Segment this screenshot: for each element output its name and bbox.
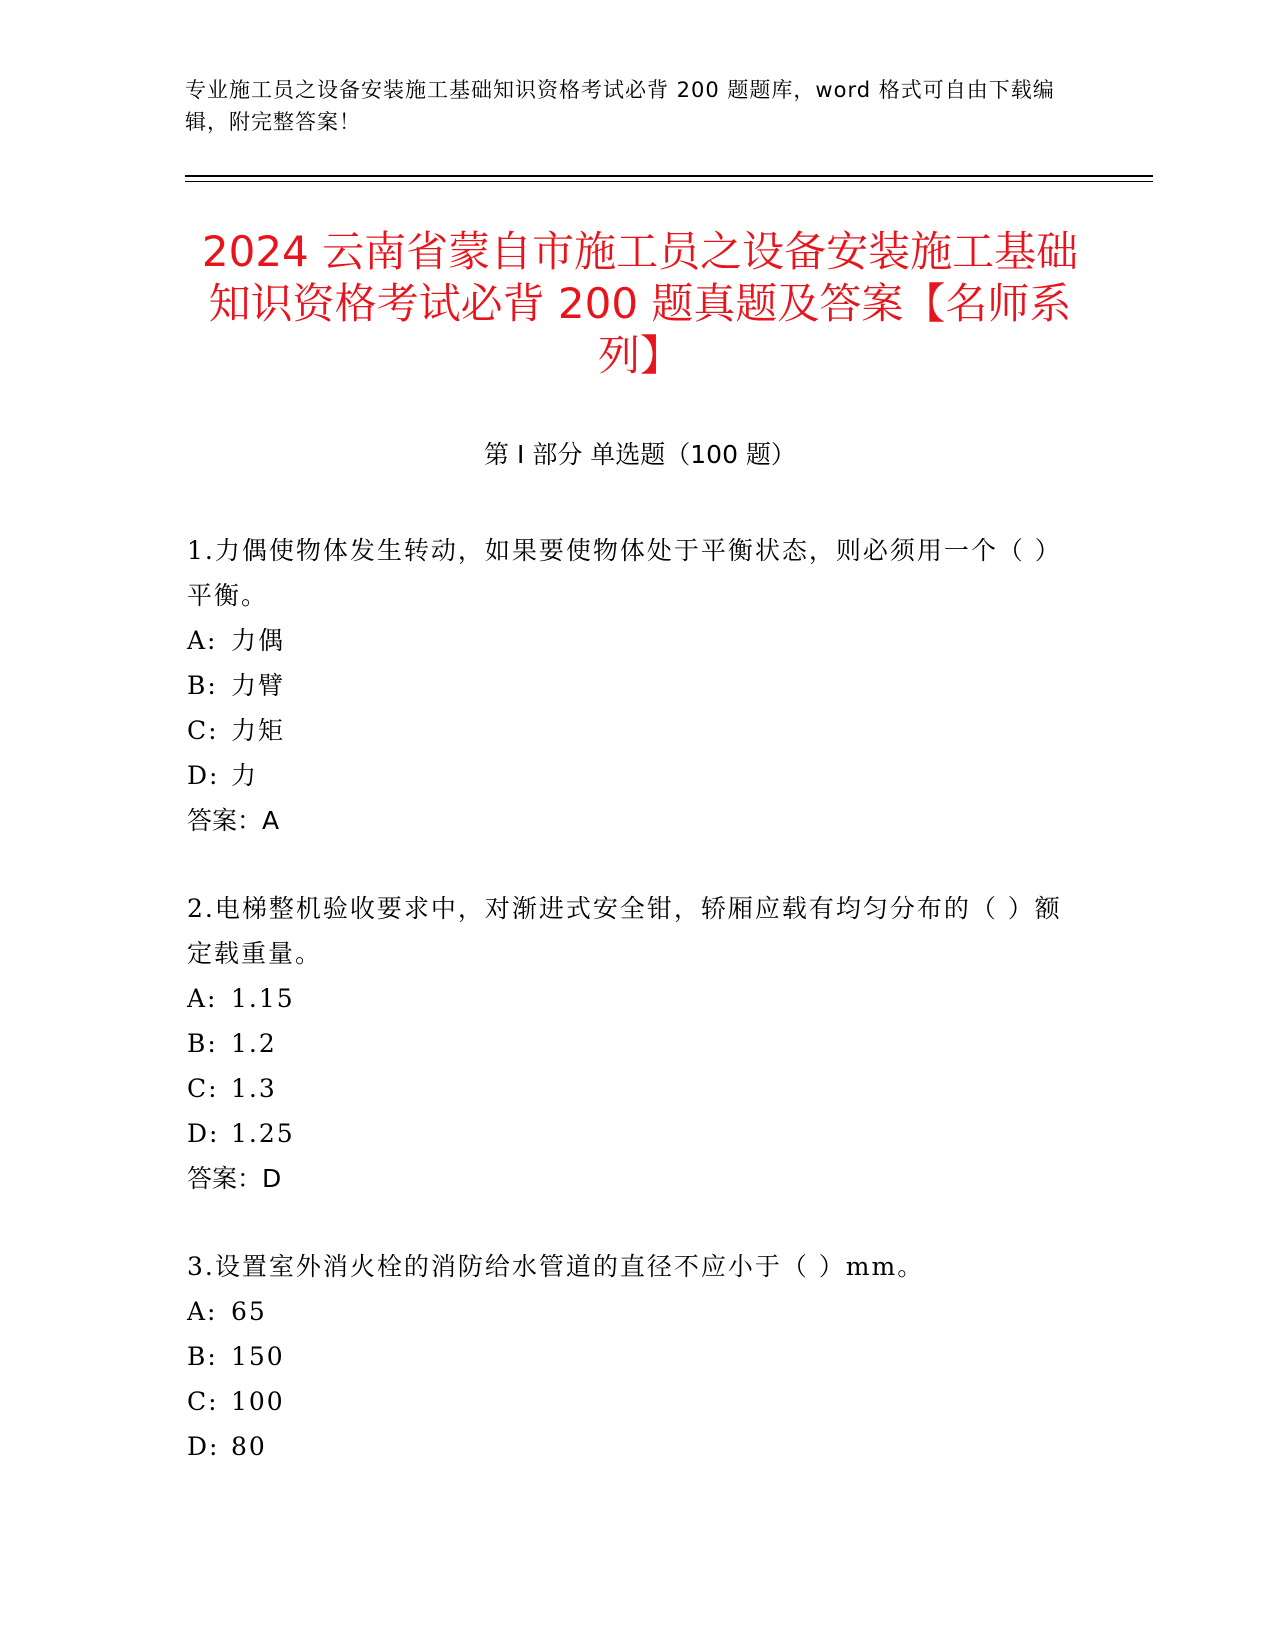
- option-key: D:: [187, 761, 220, 790]
- option-text: 1.3: [231, 1074, 277, 1103]
- question-stem: 2.电梯整机验收要求中，对渐进式安全钳，轿厢应载有均匀分布的（ ）额定载重量。: [187, 894, 1062, 968]
- option-text: 150: [231, 1342, 285, 1371]
- option-key: D:: [187, 1432, 220, 1461]
- question-list: [187, 528, 1087, 1512]
- question-1: [187, 528, 1087, 843]
- option-text: 1.25: [231, 1119, 295, 1148]
- question-2: [187, 886, 1087, 1201]
- option-text: 力偶: [231, 626, 286, 655]
- option-key: A:: [187, 626, 218, 655]
- option-b: [187, 663, 1087, 708]
- option-d: [187, 1424, 1087, 1469]
- option-d: [187, 1111, 1087, 1156]
- question-3: [187, 1244, 1087, 1469]
- header-note: 专业施工员之设备安装施工基础知识资格考试必背 200 题题库，word 格式可自由下载编辑，附完整答案！: [185, 78, 1055, 134]
- header-divider-thick: [185, 175, 1153, 177]
- option-key: C:: [187, 716, 219, 745]
- option-key: A:: [187, 1297, 218, 1326]
- answer-line: 答案：A: [187, 806, 280, 835]
- option-text: 力臂: [231, 671, 286, 700]
- question-stem: 3.设置室外消火栓的消防给水管道的直径不应小于（ ）mm。: [187, 1252, 925, 1281]
- option-c: [187, 1066, 1087, 1111]
- option-key: B:: [187, 1029, 218, 1058]
- option-c: [187, 708, 1087, 753]
- option-c: [187, 1379, 1087, 1424]
- option-text: 1.15: [231, 984, 295, 1013]
- option-key: B:: [187, 1342, 218, 1371]
- option-a: [187, 1289, 1087, 1334]
- option-key: D:: [187, 1119, 220, 1148]
- answer-line: 答案：D: [187, 1164, 282, 1193]
- option-text: 65: [231, 1297, 267, 1326]
- option-text: 1.2: [231, 1029, 277, 1058]
- option-b: [187, 1021, 1087, 1066]
- header-divider-thin: [185, 181, 1153, 182]
- section-heading: 第 I 部分 单选题（100 题）: [484, 440, 796, 469]
- option-text: 力矩: [231, 716, 286, 745]
- option-b: [187, 1334, 1087, 1379]
- option-text: 力: [231, 761, 259, 790]
- option-d: [187, 753, 1087, 798]
- question-stem: 1.力偶使物体发生转动，如果要使物体处于平衡状态，则必须用一个（ ）平衡。: [187, 536, 1062, 610]
- option-key: A:: [187, 984, 218, 1013]
- option-key: B:: [187, 671, 218, 700]
- option-text: 80: [231, 1432, 267, 1461]
- option-a: [187, 618, 1087, 663]
- document-title: 2024 云南省蒙自市施工员之设备安装施工基础知识资格考试必背 200 题真题及答案【名师系列】: [201, 227, 1079, 380]
- option-text: 100: [231, 1387, 285, 1416]
- option-key: C:: [187, 1074, 219, 1103]
- option-key: C:: [187, 1387, 219, 1416]
- option-a: [187, 976, 1087, 1021]
